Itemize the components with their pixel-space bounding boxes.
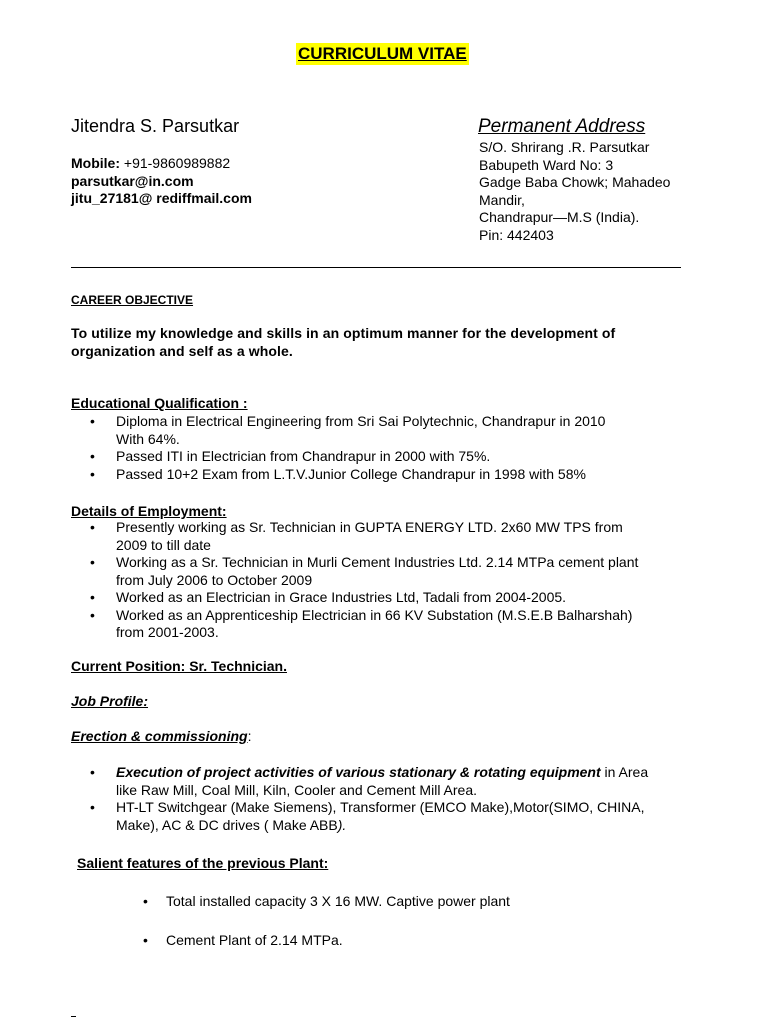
job-profile-heading: Job Profile:: [71, 693, 149, 709]
erection-heading: Erection & commissioning: [71, 728, 248, 744]
address-block: [479, 139, 670, 244]
erection-list: [90, 764, 700, 834]
list-item: • Passed ITI in Electrician from Chandrapur in 2000 with 75%.: [90, 448, 491, 464]
bullet-icon: •: [90, 465, 95, 482]
mobile-line: [71, 155, 252, 173]
erection-heading-line: [71, 728, 251, 744]
page-mark: [71, 1016, 76, 1017]
erection-colon: :: [247, 728, 252, 744]
salient-item: • Total installed capacity 3 X 16 MW. Captive power plant: [143, 893, 510, 909]
address-line: Chandrapur—M.S (India).: [479, 209, 640, 225]
employment-heading: Details of Employment:: [71, 503, 227, 519]
erection-item-emphasis: Execution of project activities of various stationary & rotating equipment: [116, 764, 601, 780]
list-item: • Worked as an Electrician in Grace Industries Ltd, Tadali from 2004-2005.: [90, 589, 567, 605]
horizontal-divider: [71, 267, 681, 268]
address-line: Babupeth Ward No: 3: [479, 156, 614, 173]
education-heading: Educational Qualification :: [71, 395, 248, 411]
list-item: • HT-LT Switchgear (Make Siemens), Transformer (EMCO Make),Motor(SIMO, CHINA, Make), AC & DC drives ( Make ABB).: [90, 799, 645, 833]
bullet-icon: •: [90, 448, 95, 464]
bullet-icon: •: [143, 932, 148, 948]
bullet-icon: •: [90, 589, 95, 605]
employment-list: [90, 519, 700, 642]
career-line: organization and self as a whole.: [71, 343, 293, 359]
list-item: • Presently working as Sr. Technician in GUPTA ENERGY LTD. 2x60 MW TPS from 2009 to till date: [90, 519, 623, 553]
candidate-name: Jitendra S. Parsutkar: [71, 116, 240, 136]
bullet-icon: •: [90, 606, 95, 623]
address-line: Pin: 442403: [479, 226, 554, 243]
bullet-icon: •: [90, 799, 95, 815]
bullet-icon: •: [90, 519, 95, 535]
list-item: • Worked as an Apprenticeship Electrician in 66 KV Substation (M.S.E.B Balharshah) from 2001-2003.: [90, 606, 633, 640]
mobile-number: +91-9860989882: [123, 155, 231, 171]
address-line: S/O. Shrirang .R. Parsutkar: [479, 139, 650, 155]
email-primary: parsutkar@in.com: [71, 172, 194, 189]
bullet-icon: •: [90, 413, 95, 429]
education-list: [90, 413, 700, 483]
list-item: • Diploma in Electrical Engineering from Sri Sai Polytechnic, Chandrapur in 2010 With 64%.: [90, 413, 606, 447]
current-position: Current Position: Sr. Technician.: [71, 658, 287, 674]
email-secondary: jitu_27181@ rediffmail.com: [71, 190, 252, 206]
career-objective-heading: CAREER OBJECTIVE: [71, 293, 194, 307]
contact-block: [71, 155, 252, 208]
salient-heading: Salient features of the previous Plant:: [77, 855, 329, 871]
bullet-icon: •: [90, 764, 95, 780]
bullet-icon: •: [143, 893, 148, 909]
address-line: Gadge Baba Chowk; Mahadeo: [479, 174, 671, 190]
career-line: To utilize my knowledge and skills in an optimum manner for the development of: [71, 325, 616, 341]
list-item: • Working as a Sr. Technician in Murli Cement Industries Ltd. 2.14 MTPa cement plant from July 2006 to October 2009: [90, 554, 639, 588]
address-line: Mandir,: [479, 191, 525, 208]
mobile-label: Mobile:: [71, 155, 120, 171]
list-item: • Passed 10+2 Exam from L.T.V.Junior College Chandrapur in 1998 with 58%: [90, 465, 586, 482]
address-heading: Permanent Address: [478, 116, 646, 137]
document-title: CURRICULUM VITAE: [298, 44, 467, 63]
salient-item: • Cement Plant of 2.14 MTPa.: [143, 932, 343, 948]
career-objective-text: [71, 324, 671, 360]
list-item: • Execution of project activities of various stationary & rotating equipment in Area like Raw Mill, Coal Mill, Kiln, Cooler and Cement Mill Area.: [90, 764, 649, 798]
bullet-icon: •: [90, 554, 95, 570]
